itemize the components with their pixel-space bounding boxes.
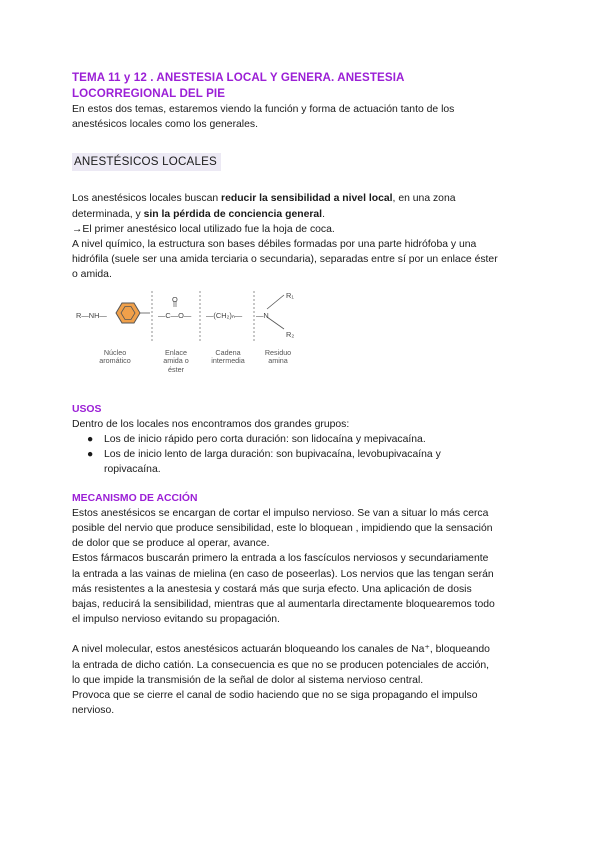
mecanismo-line: Provoca que se cierre el canal de sodio haciendo que no se siga propagando el impulso (72, 690, 478, 702)
local-section-body (72, 191, 532, 282)
mecanismo-line: nervioso. (72, 705, 115, 717)
mecanismo-line: el impulso nervioso evitando su propagación. (72, 614, 280, 626)
label-intermediate-chain (202, 349, 254, 366)
page-title (72, 70, 532, 102)
local-line-4: A nivel químico, la estructura son bases débiles formadas por una parte hidrófoba y una (72, 239, 477, 251)
intro-line-1: En estos dos temas, estaremos viendo la función y forma de actuación tanto de los (72, 104, 455, 115)
usos-intro: Dentro de los locales nos encontramos dos grandes grupos: (72, 418, 350, 430)
local-line-6: o amida. (72, 269, 112, 281)
rnh-group: R—NH— (76, 310, 107, 320)
mecanismo-line: Estos fármacos buscarán primero la entrada a los fascículos nerviosos y secundariamente (72, 553, 489, 565)
bold-run: sin la pérdida de conciencia general (143, 208, 323, 220)
text-run: . (322, 208, 325, 220)
mecanismo-line: más resistentes a la anestesia y costará más que surja efecto. Una aplicación de dosis (72, 583, 472, 595)
chemical-structure-diagram (72, 291, 312, 401)
bullet-icon: ● (87, 434, 94, 446)
label-line: Enlace (165, 347, 187, 357)
label-line: éster (168, 364, 184, 374)
list-item (87, 447, 532, 477)
label-line: Cadena (215, 347, 241, 357)
usos-list (72, 432, 532, 478)
usos-section (72, 402, 532, 478)
methylene-chain: —(CH₂)ₙ— (206, 310, 243, 320)
local-line-2 (72, 207, 532, 222)
label-aromatic-nucleus (84, 349, 146, 366)
local-line-1 (72, 191, 532, 206)
text-run: Los anestésicos locales buscan (72, 193, 222, 205)
section-heading-local: ANESTÉSICOS LOCALES (72, 153, 221, 171)
title-line-1: TEMA 11 y 12 . ANESTESIA LOCAL Y GENERA. ANESTESIA (72, 71, 405, 84)
local-line-3: →El primer anestésico local utilizado fue la hoja de coca. (72, 223, 335, 235)
list-item (87, 432, 532, 447)
label-line: amida o (163, 356, 189, 366)
document-page (72, 70, 532, 718)
title-line-2: LOCORREGIONAL DEL PIE (72, 87, 226, 100)
mecanismo-line: lo que impide la transmisión de la señal de dolor al sistema nervioso central. (72, 674, 424, 686)
mecanismo-line: posible del nervio que produce sensibilidad, este lo bloquean , impidiendo que la sensación (72, 523, 493, 535)
mecanismo-line: la entrada a las vainas de mielina (en caso de poseerlas). Los nervios que las tengan serán (72, 568, 494, 580)
mecanismo-line: la entrada de dicho catión. La consecuencia es que no se producen potenciales de acción, (72, 659, 490, 671)
label-line: intermedia (211, 356, 245, 366)
label-line: Residuo (264, 347, 292, 357)
ester-linkage: —C—O— (158, 310, 192, 320)
amine-nitrogen: —N (256, 310, 269, 320)
section-heading-usos: USOS (72, 403, 102, 415)
carbonyl-oxygen: O (172, 294, 178, 304)
bold-run: reducir la sensibilidad a nivel local (221, 193, 393, 205)
bullet-icon: ● (87, 449, 94, 461)
list-item-text: Los de inicio rápido pero corta duración: son lidocaína y mepivacaína. (104, 434, 426, 446)
list-item-text: ropivacaína. (104, 464, 161, 476)
list-item-text: Los de inicio lento de larga duración: son bupivacaína, levobupivacaína y (104, 449, 441, 461)
substituent-r2: R₂ (286, 329, 295, 339)
intro-line-2: anestésicos locales como los generales. (72, 119, 258, 131)
label-amine-residue (254, 349, 302, 366)
label-bond (152, 349, 200, 375)
structure-drawing (72, 291, 312, 401)
label-line: amina (268, 356, 288, 366)
mecanismo-line: A nivel molecular, estos anestésicos actuarán bloqueando los canales de Na⁺, bloqueando (72, 644, 490, 656)
benzene-ring-icon (116, 303, 140, 323)
mecanismo-line: bajas, reducirá la sensibilidad, mientras que al aumentarla directamente bloquearemos todo (72, 599, 495, 611)
section-heading-mecanismo: MECANISMO DE ACCIÓN (72, 492, 198, 504)
local-line-5: hidrófila (suele ser una amida terciaria o secundaria), separadas entre sí por un enlace éster (72, 254, 498, 266)
mecanismo-section (72, 491, 532, 719)
text-run: determinada, y (72, 208, 144, 220)
mecanismo-line: de dolor que se produce al operar, avance. (72, 538, 270, 550)
label-line: aromático (99, 356, 131, 366)
label-line: Núcleo (103, 347, 127, 357)
mecanismo-line: Estos anestésicos se encargan de cortar el impulso nervioso. Se van a situar lo más cerca (72, 507, 489, 519)
text-run: , en una zona (392, 193, 456, 205)
substituent-r1: R₁ (286, 290, 294, 300)
